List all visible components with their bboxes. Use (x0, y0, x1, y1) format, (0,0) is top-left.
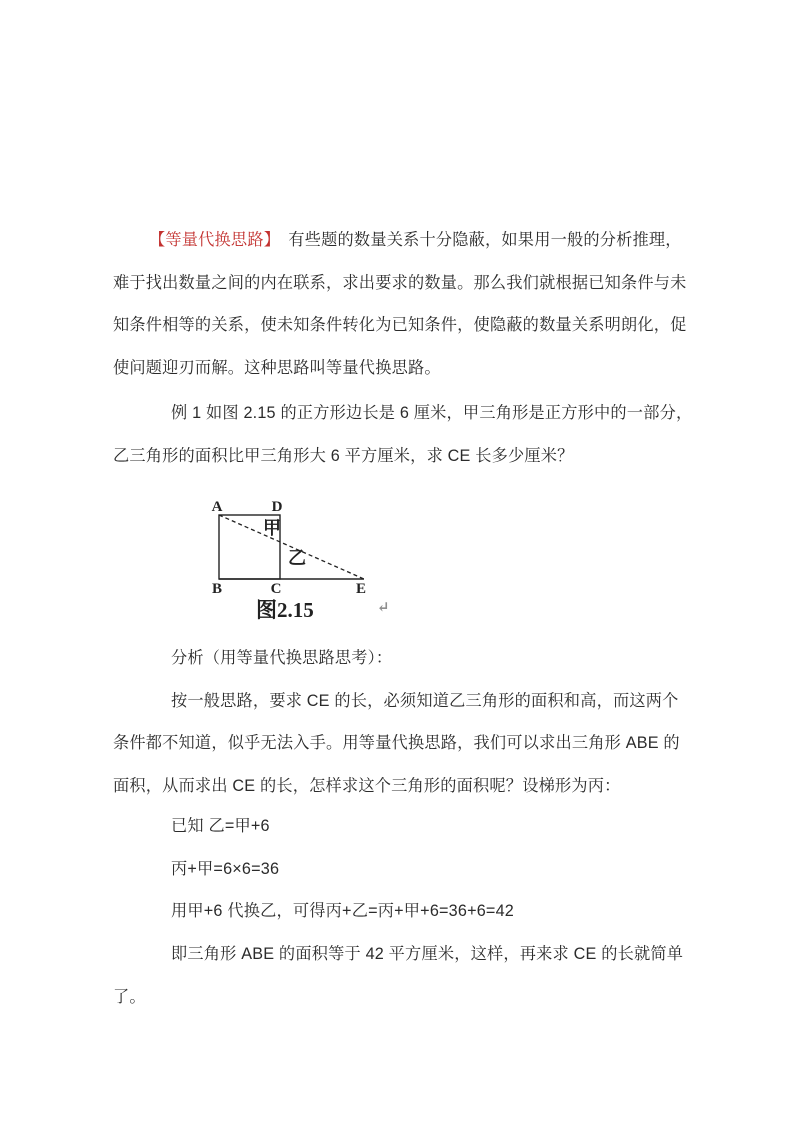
vertex-label-a: A (211, 499, 223, 515)
text-line: 面积，从而求出 CE 的长，怎样求这个三角形的面积呢？设梯形为丙： (113, 777, 621, 796)
figure-caption: 图2.15 (256, 598, 314, 622)
geometry-diagram (195, 492, 400, 626)
vertex-label-c: C (270, 581, 282, 597)
text-line: 使问题迎刃而解。这种思路叫等量代换思路。 (113, 359, 441, 378)
vertex-label-d: D (271, 499, 283, 515)
vertex-label-e: E (355, 581, 367, 597)
equation-line: 已知 乙=甲+6 (171, 817, 270, 835)
region-label-yi: 乙 (288, 548, 306, 568)
text-line: 分析（用等量代换思路思考）： (171, 649, 393, 667)
text-line: 有些题的数量关系十分隐蔽，如果用一般的分析推理， (272, 231, 682, 249)
paragraph-mark-icon: ↵ (377, 600, 390, 616)
text-line: 了。 (113, 987, 146, 1006)
equation-line: 丙+甲=6×6=36 (171, 859, 280, 878)
equations-paragraph (113, 805, 713, 1018)
intro-paragraph (113, 219, 713, 390)
region-label-jia: 甲 (263, 518, 281, 538)
text-line: 按一般思路，要求 CE 的长，必须知道乙三角形的面积和高，而这两个 (171, 691, 679, 710)
text-line: 即三角形 ABE 的面积等于 42 平方厘米，这样，再来求 CE 的长就简单 (171, 945, 684, 964)
dashed-line-ae (219, 515, 364, 579)
section-heading: 【等量代换思路】 (149, 231, 272, 249)
text-line: 乙三角形的面积比甲三角形大 6 平方厘米，求 CE 长多少厘米？ (113, 446, 574, 465)
vertex-label-b: B (211, 581, 223, 597)
text-line: 难于找出数量之间的内在联系，求出要求的数量。那么我们就根据已知条件与未 (113, 273, 687, 292)
text-line (113, 219, 713, 262)
equation-line: 用甲+6 代换乙，可得丙+乙=丙+甲+6=36+6=42 (171, 902, 514, 921)
text-line: 例 1 如图 2.15 的正方形边长是 6 厘米，甲三角形是正方形中的一部分， (171, 404, 693, 422)
figure-2-15 (195, 492, 400, 626)
analysis-paragraph (113, 637, 713, 808)
text-line: 条件都不知道，似乎无法入手。用等量代换思路，我们可以求出三角形 ABE 的 (113, 734, 680, 753)
example-paragraph (113, 392, 713, 477)
text-line: 知条件相等的关系，使未知条件转化为已知条件，使隐蔽的数量关系明朗化，促 (113, 316, 687, 335)
